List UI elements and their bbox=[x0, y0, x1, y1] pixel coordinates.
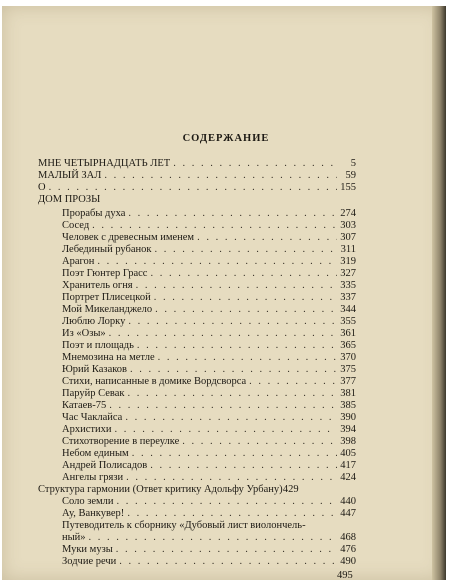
toc-leader bbox=[155, 304, 337, 315]
toc-entry bbox=[62, 328, 356, 339]
toc-entry-label: Архистихи bbox=[62, 424, 112, 435]
contents-title: СОДЕРЖАНИЕ bbox=[182, 133, 270, 144]
toc-leader bbox=[125, 412, 337, 423]
toc-entry-label: Человек с древесным именем bbox=[62, 232, 195, 243]
toc-entry-label: Поэт Гюнтер Грасс bbox=[62, 268, 148, 279]
toc-leader bbox=[126, 472, 337, 483]
toc-leader bbox=[116, 544, 337, 555]
toc-entry-page: 335 bbox=[340, 280, 356, 291]
toc-entry-page: 370 bbox=[340, 352, 356, 363]
toc-entry-page: 344 bbox=[340, 304, 356, 315]
toc-entry bbox=[62, 424, 356, 435]
toc-entry-label: Структура гармонии (Ответ критику Адольфу Урбану) bbox=[38, 484, 283, 495]
toc-entry-label: Люблю Лорку bbox=[62, 316, 126, 327]
toc-entry-label: Андрей Полисадов bbox=[62, 460, 148, 471]
toc-entry-label: Ау, Ванкувер! bbox=[62, 508, 125, 519]
toc-entry-label: Паруйр Севак bbox=[62, 388, 125, 399]
toc-entry bbox=[62, 220, 356, 231]
toc-entry-page: 394 bbox=[340, 424, 356, 435]
toc-leader bbox=[150, 268, 337, 279]
toc-entry bbox=[62, 244, 356, 255]
toc-leader bbox=[104, 170, 337, 181]
toc-entry bbox=[62, 448, 356, 459]
toc-entry-label: Юрий Казаков bbox=[62, 364, 128, 375]
toc-entry-page: 398 bbox=[340, 436, 356, 447]
toc-leader bbox=[130, 364, 337, 375]
toc-entry bbox=[62, 400, 356, 411]
toc-leader bbox=[197, 232, 337, 243]
toc-entry-page: 447 bbox=[340, 508, 356, 519]
toc-leader bbox=[136, 280, 337, 291]
toc-entry-label: Поэт и площадь bbox=[62, 340, 134, 351]
toc-entry-page: 365 bbox=[340, 340, 356, 351]
toc-entry bbox=[62, 208, 356, 219]
toc-entry-label: МАЛЫЙ ЗАЛ bbox=[38, 170, 102, 181]
toc-entry-label: Стихи, написанные в домике Вордсворса bbox=[62, 376, 247, 387]
toc-entry-label: Небом единым bbox=[62, 448, 129, 459]
toc-entry-page: 476 bbox=[340, 544, 356, 555]
toc-leader bbox=[182, 436, 337, 447]
toc-entry-label: Мой Микеланджело bbox=[62, 304, 153, 315]
toc-entry-page: 385 bbox=[340, 400, 356, 411]
toc-leader bbox=[92, 220, 337, 231]
toc-leader bbox=[114, 424, 337, 435]
page-number: 495 bbox=[337, 570, 353, 581]
toc-entry bbox=[62, 412, 356, 423]
toc-leader bbox=[154, 292, 337, 303]
toc-entry-page: 361 bbox=[340, 328, 356, 339]
toc-entry bbox=[38, 182, 356, 193]
toc-entry bbox=[62, 280, 356, 291]
toc-leader bbox=[97, 256, 337, 267]
toc-entry-label: Портрет Плисецкой bbox=[62, 292, 151, 303]
toc-entry-label: Из «Озы» bbox=[62, 328, 106, 339]
toc-entry bbox=[62, 292, 356, 303]
toc-leader bbox=[128, 208, 337, 219]
toc-entry-label: МНЕ ЧЕТЫРНАДЦАТЬ ЛЕТ bbox=[38, 158, 171, 169]
toc-entry-label: Катаев-75 bbox=[62, 400, 107, 411]
toc-leader bbox=[155, 244, 337, 255]
toc-entry-page: 381 bbox=[340, 388, 356, 399]
toc-entry-label: Хранитель огня bbox=[62, 280, 133, 291]
toc-entry-page: 337 bbox=[340, 292, 356, 303]
toc-entry bbox=[62, 352, 356, 363]
toc-entry-page: 274 bbox=[340, 208, 356, 219]
toc-entry bbox=[62, 364, 356, 375]
toc-entry-page: 155 bbox=[340, 182, 356, 193]
toc-entry-page: 440 bbox=[340, 496, 356, 507]
toc-entry-page: 303 bbox=[340, 220, 356, 231]
toc-leader bbox=[158, 352, 337, 363]
toc-entry bbox=[62, 304, 356, 315]
toc-entry bbox=[62, 268, 356, 279]
toc-entry bbox=[62, 256, 356, 267]
toc-entry-page: 307 bbox=[340, 232, 356, 243]
toc-entry-page: 355 bbox=[340, 316, 356, 327]
toc-entry bbox=[62, 316, 356, 327]
book-spine bbox=[432, 6, 446, 580]
toc-entry bbox=[62, 340, 356, 351]
toc-entry bbox=[38, 484, 356, 495]
toc-leader bbox=[127, 508, 337, 519]
toc-entry-label: Арагон bbox=[62, 256, 95, 267]
toc-leader bbox=[128, 316, 337, 327]
toc-entry-label: Лебединый рубанок bbox=[62, 244, 152, 255]
toc-entry-label: Час Чаклайса bbox=[62, 412, 123, 423]
toc-entry-label: О bbox=[38, 182, 46, 193]
toc-entry bbox=[62, 472, 356, 483]
toc-entry-page: 377 bbox=[340, 376, 356, 387]
toc-leader bbox=[249, 376, 337, 387]
toc-entry-label: Мнемозина на метле bbox=[62, 352, 155, 363]
toc-leader bbox=[173, 158, 337, 169]
toc-leader bbox=[119, 556, 337, 567]
toc-entry-page: 429 bbox=[282, 484, 299, 495]
toc-entry-page: 319 bbox=[340, 256, 356, 267]
toc-entry-label: ный» bbox=[62, 532, 86, 543]
toc-entry-page: 59 bbox=[345, 170, 356, 181]
toc-entry-page: 390 bbox=[340, 412, 356, 423]
toc-entry-page: 490 bbox=[340, 556, 356, 567]
toc-entry-label: Ангелы грязи bbox=[62, 472, 124, 483]
toc-entry-page: 375 bbox=[340, 364, 356, 375]
toc-entry bbox=[62, 436, 356, 447]
toc-entry bbox=[62, 556, 356, 567]
toc-entry-page: 468 bbox=[340, 532, 356, 543]
toc-entry bbox=[62, 496, 356, 507]
toc-leader bbox=[89, 532, 337, 543]
toc-leader bbox=[132, 448, 337, 459]
toc-leader bbox=[117, 496, 337, 507]
toc-section-label: ДОМ ПРОЗЫ bbox=[38, 194, 101, 205]
toc-entry-page: 405 bbox=[340, 448, 356, 459]
toc-entry bbox=[38, 158, 356, 169]
toc-entry bbox=[62, 544, 356, 555]
toc-leader bbox=[127, 388, 337, 399]
toc-leader bbox=[109, 328, 337, 339]
toc-entry-label: Сосед bbox=[62, 220, 90, 231]
toc-entry-page: 424 bbox=[340, 472, 356, 483]
toc-entry bbox=[62, 460, 356, 471]
toc-entry bbox=[62, 232, 356, 243]
toc-leader bbox=[109, 400, 337, 411]
toc-entry-page: 417 bbox=[340, 460, 356, 471]
toc-entry-label: Путеводитель к сборнику «Дубовый лист виолончель- bbox=[62, 520, 306, 531]
toc-entry bbox=[62, 532, 356, 543]
toc-leader bbox=[137, 340, 337, 351]
toc-entry bbox=[38, 170, 356, 181]
toc-entry-page: 5 bbox=[350, 158, 356, 169]
toc-entry bbox=[62, 376, 356, 387]
toc-entry bbox=[62, 388, 356, 399]
toc-entry-page: 327 bbox=[340, 268, 356, 279]
toc-entry-label: Муки музы bbox=[62, 544, 113, 555]
toc-leader bbox=[49, 182, 337, 193]
toc-section-heading bbox=[38, 194, 356, 205]
toc-entry-label: Прорабы духа bbox=[62, 208, 126, 219]
toc-entry-label: Стихотворение в переулке bbox=[62, 436, 180, 447]
toc-entry bbox=[62, 508, 356, 519]
toc-entry-label: Зодчие речи bbox=[62, 556, 117, 567]
toc-entry-page: 311 bbox=[340, 244, 356, 255]
toc-entry-label: Соло земли bbox=[62, 496, 114, 507]
toc-leader bbox=[150, 460, 337, 471]
